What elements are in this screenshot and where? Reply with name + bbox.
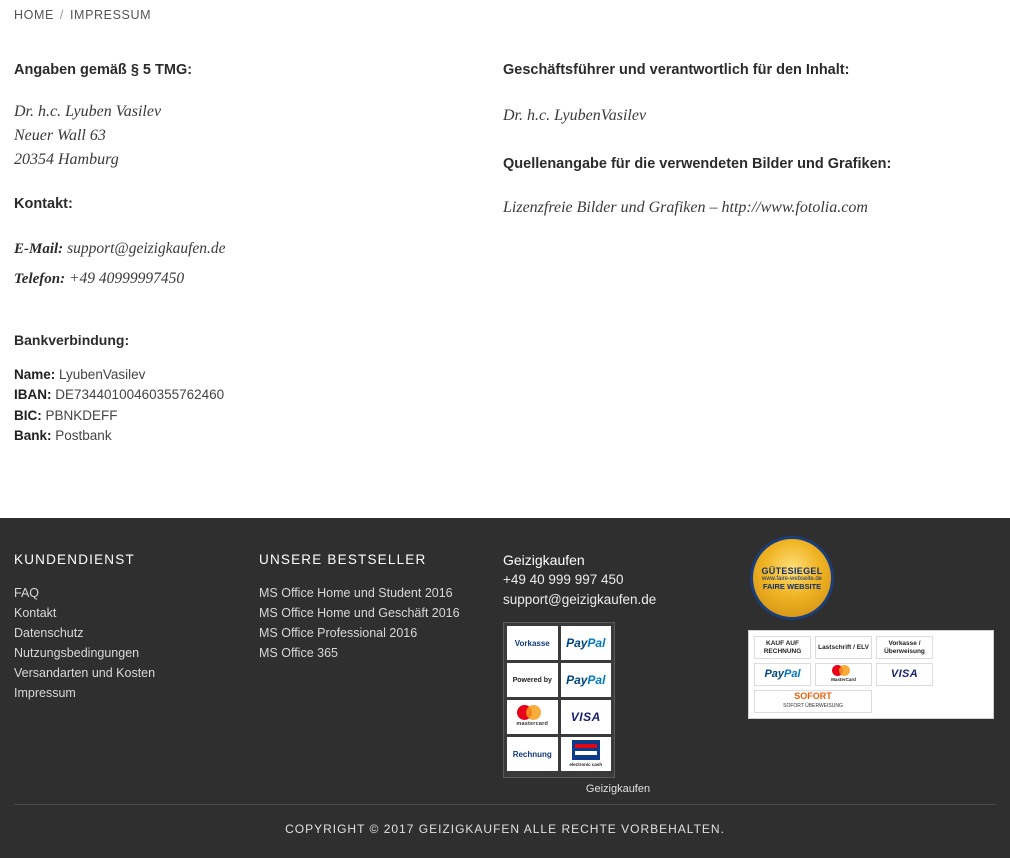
banner-visa-label: VISA	[890, 667, 919, 680]
bank-bic-value: PBNKDEFF	[45, 407, 118, 423]
payment-mastercard-icon	[507, 700, 558, 734]
bank-name-label: Name:	[14, 366, 56, 382]
footer-link-nutzungsbedingungen[interactable]: Nutzungsbedingungen	[14, 646, 140, 660]
bank-row-bic	[14, 406, 484, 427]
bank-row-iban	[14, 385, 484, 406]
footer-link-versandarten[interactable]: Versandarten und Kosten	[14, 666, 156, 680]
breadcrumb	[0, 0, 1010, 28]
tmg-heading: Angaben gemäß § 5 TMG:	[14, 62, 193, 78]
bank-iban-label: IBAN:	[14, 387, 52, 402]
sources-heading: Quellenangabe für die verwendeten Bilder und Grafiken:	[503, 156, 892, 172]
email-value[interactable]: support@geizigkaufen.de	[67, 240, 226, 257]
banner-vorkasse-icon: Vorkasse / Überweisung	[876, 636, 933, 659]
footer-column-bestseller	[259, 552, 489, 663]
manager-heading: Geschäftsführer und verantwortlich für den Inhalt:	[503, 62, 850, 78]
payment-paypal-icon: PayPal	[561, 626, 612, 660]
payment-vorkasse-icon: Vorkasse	[507, 626, 558, 660]
site-footer	[0, 518, 1010, 858]
payment-methods-grid	[503, 622, 615, 778]
footer-link-office-home-business[interactable]: MS Office Home und Geschäft 2016	[259, 606, 460, 620]
footer-column-contact	[503, 552, 733, 795]
phone-label: Telefon:	[14, 271, 66, 287]
banner-sofort-label: SOFORT ÜBERWEISUNG	[783, 702, 843, 709]
payment-mastercard-label: mastercard	[516, 721, 549, 727]
footer-link-office-365[interactable]: MS Office 365	[259, 646, 338, 660]
address-line-2: Neuer Wall 63	[14, 127, 106, 144]
footer-link-kontakt[interactable]: Kontakt	[14, 606, 57, 620]
banner-mastercard-icon	[815, 663, 872, 686]
sources-value: Lizenzfreie Bilder und Grafiken – http://www.fotolia.com	[503, 199, 868, 216]
kundendienst-title: KUNDENDIENST	[14, 552, 135, 567]
seal-line-3: FAIRE WEBSITE	[762, 581, 822, 591]
address-line-1: Dr. h.c. Lyuben Vasilev	[14, 103, 162, 120]
footer-email[interactable]: support@geizigkaufen.de	[503, 592, 657, 607]
kontakt-heading: Kontakt:	[14, 196, 73, 212]
bank-bank-label: Bank:	[14, 428, 52, 443]
breadcrumb-home[interactable]: HOME	[14, 8, 54, 22]
payment-caption: Geizigkaufen	[585, 783, 651, 795]
address-line-3: 20354 Hamburg	[14, 151, 119, 168]
bank-bic-label: BIC:	[14, 407, 42, 423]
manager-name: Dr. h.c. LyubenVasilev	[503, 107, 647, 124]
bank-name-value: LyubenVasilev	[59, 366, 146, 382]
footer-phone: +49 40 999 997 450	[503, 572, 624, 587]
banner-visa-icon	[876, 663, 933, 686]
copyright-text: COPYRIGHT © 2017 GEIZIGKAUFEN ALLE RECHTE VORBEHALTEN.	[285, 822, 725, 836]
footer-column-seal	[748, 536, 998, 719]
banner-lastschrift-icon: Lastschrift / ELV	[815, 636, 872, 659]
payment-methods-banner	[748, 630, 994, 719]
footer-link-datenschutz[interactable]: Datenschutz	[14, 626, 84, 640]
bank-iban-value: DE73440100460355762460	[55, 387, 225, 402]
payment-visa-icon	[561, 700, 612, 734]
seal-line-2: www.faire-webseite.de	[761, 575, 823, 582]
payment-electronic-cash-icon	[561, 737, 612, 771]
breadcrumb-separator: /	[59, 8, 64, 22]
email-label: E-Mail:	[14, 241, 64, 257]
footer-divider	[14, 804, 996, 805]
footer-column-kundendienst	[14, 552, 244, 703]
main-content	[0, 28, 1010, 498]
footer-link-impressum[interactable]: Impressum	[14, 686, 76, 700]
bestseller-title: UNSERE BESTSELLER	[259, 552, 427, 567]
phone-value: +49 40999997450	[69, 270, 185, 287]
impressum-right-column	[503, 62, 973, 220]
payment-rechnung-icon: Rechnung	[507, 737, 558, 771]
bank-row-bank	[14, 426, 484, 447]
payment-paypal-secondary-icon: PayPal	[561, 663, 612, 697]
banner-kauf-auf-rechnung-icon: KAUF AUF RECHNUNG	[754, 636, 811, 659]
impressum-left-column	[14, 62, 484, 447]
bank-row-name	[14, 365, 484, 386]
footer-link-office-professional[interactable]: MS Office Professional 2016	[259, 626, 418, 640]
footer-link-office-home-student[interactable]: MS Office Home und Student 2016	[259, 586, 453, 600]
breadcrumb-current[interactable]: IMPRESSUM	[69, 8, 152, 22]
bank-heading: Bankverbindung:	[14, 332, 130, 348]
footer-link-faq[interactable]: FAQ	[14, 586, 40, 600]
banner-mastercard-label: MasterCard	[831, 677, 856, 683]
bank-bank-value: Postbank	[55, 428, 112, 443]
payment-visa-label: VISA	[570, 709, 601, 724]
footer-company-name: Geizigkaufen	[503, 552, 585, 568]
seal-line-1: GÜTESIEGEL	[761, 565, 823, 576]
bank-details	[14, 330, 484, 447]
payment-electronic-cash-label: electronic cash	[569, 761, 603, 767]
payment-powered-by-label: Powered by	[507, 663, 558, 697]
guetesiegel-badge-icon	[750, 536, 834, 620]
banner-paypal-icon: PayPal	[754, 663, 811, 686]
banner-sofort-icon: SOFORT SOFORT ÜBERWEISUNG	[754, 690, 872, 713]
